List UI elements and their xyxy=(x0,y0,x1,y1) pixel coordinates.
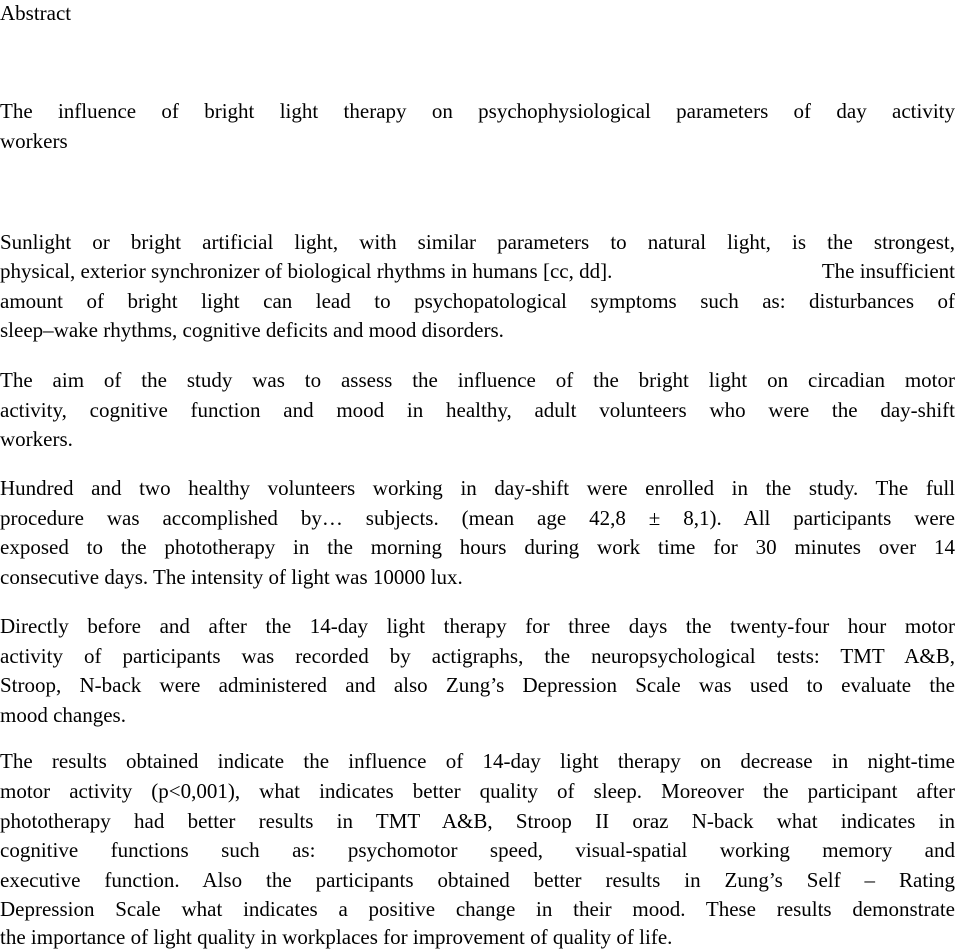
paragraph-4-line-3: Stroop, N-back were administered and also Zung’s Depression Scale was used to evaluate the xyxy=(0,673,955,697)
paragraph-3-line-2: procedure was accomplished by… subjects. (mean age 42,8 ± 8,1). All participants were xyxy=(0,506,955,530)
paragraph-5-line-3: phototherapy had better results in TMT A&B, Stroop II oraz N-back what indicates in xyxy=(0,809,955,833)
paragraph-1-line-2a: physical, exterior synchronizer of biological rhythms in humans [cc, dd]. xyxy=(0,259,613,283)
paragraph-3-line-4: consecutive days. The intensity of light was 10000 lux. xyxy=(0,565,463,589)
paragraph-5-line-2: motor activity (p<0,001), what indicates better quality of sleep. Moreover the participant after xyxy=(0,779,955,803)
paragraph-3-line-3: exposed to the phototherapy in the morning hours during work time for 30 minutes over 14 xyxy=(0,535,955,559)
abstract-heading: Abstract xyxy=(0,1,72,25)
paragraph-5-line-4: cognitive functions such as: psychomotor speed, visual-spatial working memory and xyxy=(0,838,955,862)
paper-title-line-1: The influence of bright light therapy on psychophysiological parameters of day activity xyxy=(0,99,955,123)
paragraph-1-line-1: Sunlight or bright artificial light, with similar parameters to natural light, is the strongest, xyxy=(0,230,955,254)
paragraph-5-line-1: The results obtained indicate the influence of 14-day light therapy on decrease in night-time xyxy=(0,749,955,773)
paragraph-1-line-2 xyxy=(0,256,955,286)
paragraph-1-line-2b: The insufficient xyxy=(821,259,955,283)
paragraph-5-line-5: executive function. Also the participants obtained better results in Zung’s Self – Rating xyxy=(0,868,955,892)
paragraph-5-line-7: the importance of light quality in workplaces for improvement of quality of life. xyxy=(0,925,673,949)
paragraph-5-line-6: Depression Scale what indicates a positive change in their mood. These results demonstrate xyxy=(0,897,955,921)
paragraph-3-line-1: Hundred and two healthy volunteers working in day-shift were enrolled in the study. The full xyxy=(0,476,955,500)
paragraph-4-line-1: Directly before and after the 14-day light therapy for three days the twenty-four hour motor xyxy=(0,614,955,638)
paragraph-2-line-1: The aim of the study was to assess the influence of the bright light on circadian motor xyxy=(0,368,955,392)
paper-title-line-2: workers xyxy=(0,129,68,153)
paragraph-4-line-4: mood changes. xyxy=(0,703,126,727)
paragraph-1-line-4: sleep–wake rhythms, cognitive deficits and mood disorders. xyxy=(0,318,504,342)
paragraph-2-line-3: workers. xyxy=(0,427,73,451)
paragraph-1-line-3: amount of bright light can lead to psychopatological symptoms such as: disturbances of xyxy=(0,289,955,313)
paragraph-2-line-2: activity, cognitive function and mood in healthy, adult volunteers who were the day-shift xyxy=(0,398,955,422)
paragraph-4-line-2: activity of participants was recorded by actigraphs, the neuropsychological tests: TMT A&B, xyxy=(0,644,955,668)
